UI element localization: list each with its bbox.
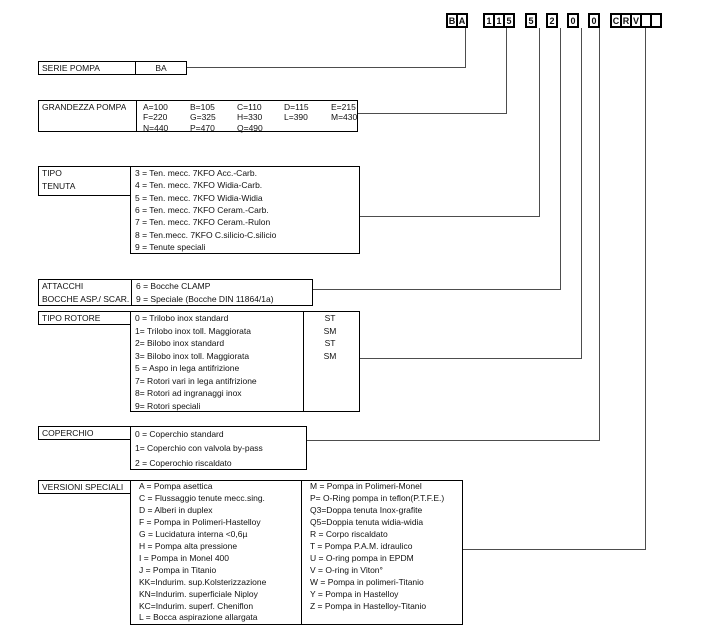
grandezza-row — [139, 123, 357, 133]
versioni-row: M = Pompa in Polimeri-Monel — [310, 481, 422, 491]
code-group-serie — [446, 13, 468, 28]
rotore-text: 8= Rotori ad ingranaggi inox — [135, 388, 242, 398]
grandezza-value: A=100 — [143, 102, 168, 112]
rotore-row — [131, 387, 359, 400]
connector-coperchio-vertical — [599, 28, 600, 441]
grandezza-value: G=325 — [190, 112, 216, 123]
tipo-rotore-label: TIPO ROTORE — [38, 311, 131, 325]
rotore-tag — [303, 375, 357, 388]
attacchi-values — [132, 280, 274, 305]
rotore-row — [131, 312, 359, 325]
versioni-right-column — [302, 481, 462, 612]
rotore-tag — [303, 400, 357, 413]
versioni-row: Z = Pompa in Hastelloy-Titanio — [310, 600, 427, 611]
coperchio-label: COPERCHIO — [38, 426, 131, 440]
connector-grandezza-vertical — [506, 28, 507, 114]
tenuta-row: 5 = Ten. mecc. 7KFO Widia-Widia — [135, 192, 263, 203]
code-cell: V — [630, 13, 642, 28]
connector-tenuta-horizontal — [359, 216, 540, 217]
grandezza-pompa-label: GRANDEZZA POMPA — [42, 102, 127, 112]
rotore-tag: ST — [324, 338, 336, 348]
versioni-row: C = Flussaggio tenute mecc.sing. — [139, 492, 265, 503]
attacchi-row: 9 = Speciale (Bocche DIN 11864/1a) — [136, 293, 274, 304]
versioni-row: KK=Indurim. sup.Kolsterizzazione — [139, 576, 267, 587]
grandezza-pompa-box — [38, 100, 358, 132]
grandezza-row — [139, 112, 357, 122]
versioni-row: I = Pompa in Monel 400 — [139, 552, 230, 563]
code-cell: C — [610, 13, 622, 28]
code-group-rotore — [567, 13, 579, 28]
connector-attacchi-horizontal — [312, 289, 561, 290]
rotore-text: 5 = Aspo in lega antifrizione — [135, 363, 240, 373]
rotore-divider — [303, 312, 308, 411]
rotore-text: 2= Bilobo inox standard — [135, 338, 225, 348]
versioni-speciali-box — [130, 480, 463, 625]
versioni-left-column — [131, 481, 305, 624]
code-cell: 5 — [525, 13, 537, 28]
connector-serie-vertical — [465, 28, 466, 67]
tenuta-row: 9 = Tenute speciali — [135, 242, 206, 253]
rotore-text: 3= Bilobo inox toll. Maggiorata — [135, 350, 250, 361]
rotore-text: 1= Trilobo inox toll. Maggiorata — [135, 325, 251, 336]
connector-attacchi-vertical — [560, 28, 561, 290]
attacchi-label-line1: ATTACCHI — [42, 281, 84, 291]
tipo-tenuta-label-box — [38, 166, 131, 196]
grandezza-value: E=215 — [331, 102, 356, 112]
grandezza-pompa-values — [139, 101, 357, 133]
code-cell: 1 — [493, 13, 505, 28]
serie-pompa-value: BA — [135, 61, 187, 75]
connector-versioni-horizontal — [462, 549, 646, 550]
coperchio-row: 0 = Coperchio standard — [135, 429, 224, 439]
grandezza-value: C=110 — [237, 102, 262, 112]
connector-versioni-vertical — [645, 28, 646, 550]
code-cell: 0 — [588, 13, 600, 28]
code-cell: R — [620, 13, 632, 28]
serie-pompa-label: SERIE POMPA — [38, 61, 136, 75]
code-cell: A — [456, 13, 468, 28]
code-group-grandezza — [483, 13, 515, 28]
code-cell: 5 — [503, 13, 515, 28]
versioni-row: Q5=Doppia tenuta widia-widia — [310, 516, 424, 527]
connector-serie-horizontal — [186, 67, 466, 68]
versioni-row: A = Pompa asettica — [139, 481, 213, 491]
code-group-versioni — [610, 13, 662, 28]
tenuta-row: 6 = Ten. mecc. 7KFO Ceram.-Carb. — [135, 205, 269, 216]
versioni-row: T = Pompa P.A.M. idraulico — [310, 540, 413, 551]
rotore-tag: ST — [324, 313, 336, 323]
grandezza-value: H=330 — [237, 112, 263, 123]
versioni-row: P= O-Ring pompa in teflon(P.T.F.E.) — [310, 492, 445, 503]
rotore-row — [131, 362, 359, 375]
code-cell — [650, 13, 662, 28]
attacchi-box — [38, 279, 313, 306]
connector-rotore-horizontal — [359, 358, 582, 359]
grandezza-value: Q=490 — [237, 122, 263, 133]
coperchio-row: 2 = Coperochio riscaldato — [135, 457, 232, 468]
code-cell: 0 — [567, 13, 579, 28]
versioni-row: L = Bocca aspirazione allargata — [139, 612, 258, 623]
rotore-tag — [303, 362, 357, 375]
rotore-text: 0 = Trilobo inox standard — [135, 313, 229, 323]
grandezza-value: D=115 — [284, 102, 309, 112]
versioni-row: Q3=Doppa tenuta Inox-grafite — [310, 504, 423, 515]
rotore-tag: SM — [323, 350, 337, 361]
versioni-row: H = Pompa alta pressione — [139, 540, 238, 551]
versioni-speciali-label: VERSIONI SPECIALI — [38, 480, 131, 494]
rotore-tag — [303, 387, 357, 400]
versioni-row: KN=Indurim. superficiale Niploy — [139, 588, 258, 599]
tenuta-row: 4 = Ten. mecc. 7KFO Widia-Carb. — [135, 180, 263, 191]
connector-grandezza-horizontal — [357, 113, 507, 114]
tipo-tenuta-label-line1: TIPO — [42, 168, 62, 178]
versioni-row: V = O-ring in Viton° — [310, 564, 383, 575]
rotore-row — [131, 350, 359, 363]
grandezza-value: L=390 — [284, 112, 308, 123]
versioni-row: Y = Pompa in Hastelloy — [310, 588, 399, 599]
rotore-text: 9= Rotori speciali — [135, 400, 201, 411]
connector-rotore-vertical — [581, 28, 582, 359]
versioni-row: KC=Indurim. superf. Cheniflon — [139, 600, 254, 611]
versioni-row: U = O-ring pompa in EPDM — [310, 552, 414, 563]
versioni-row: R = Corpo riscaldato — [310, 528, 388, 539]
attacchi-label-line2: BOCCHE ASP./ SCAR. — [42, 293, 130, 304]
versioni-row: W = Pompa in polimeri-Titanio — [310, 576, 424, 587]
tenuta-row: 3 = Ten. mecc. 7KFO Acc.-Carb. — [135, 168, 257, 178]
code-cell: B — [446, 13, 458, 28]
grandezza-value: P=470 — [190, 122, 215, 133]
tipo-tenuta-label-line2: TENUTA — [42, 180, 76, 191]
rotore-row — [131, 325, 359, 338]
versioni-row: F = Pompa in Polimeri-Hastelloy — [139, 516, 261, 527]
coperchio-row: 1= Coperchio con valvola by-pass — [135, 443, 263, 454]
grandezza-divider — [136, 101, 137, 131]
tenuta-row: 8 = Ten.mecc. 7KFO C.silicio-C.silicio — [135, 229, 277, 240]
rotore-row — [131, 337, 359, 350]
grandezza-value: B=105 — [190, 102, 215, 112]
versioni-row: J = Pompa in Titanio — [139, 564, 217, 575]
tenuta-row: 7 = Ten. mecc. 7KFO Ceram.-Rulon — [135, 217, 271, 228]
grandezza-row — [139, 102, 357, 112]
versioni-row: G = Lucidatura interna <0,6µ — [139, 528, 248, 539]
versioni-row: D = Alberi in duplex — [139, 504, 213, 515]
connector-tenuta-vertical — [539, 28, 540, 217]
tipo-tenuta-box — [130, 166, 360, 254]
tipo-rotore-box — [130, 311, 360, 412]
grandezza-value: N=440 — [143, 122, 169, 133]
rotore-row — [131, 400, 359, 413]
code-group-attacchi — [546, 13, 558, 28]
code-group-tenuta — [525, 13, 537, 28]
code-cell: 1 — [483, 13, 495, 28]
rotore-tag: SM — [323, 325, 337, 336]
rotore-text: 7= Rotori vari in lega antifrizione — [135, 375, 257, 386]
attacchi-row: 6 = Bocche CLAMP — [136, 281, 211, 291]
grandezza-value: M=430 — [331, 112, 358, 123]
connector-coperchio-horizontal — [306, 440, 600, 441]
grandezza-value: F=220 — [143, 112, 168, 123]
code-group-coperchio — [588, 13, 600, 28]
code-cell: 2 — [546, 13, 558, 28]
attacchi-label — [39, 280, 131, 305]
rotore-row — [131, 375, 359, 388]
coperchio-box — [130, 426, 307, 470]
